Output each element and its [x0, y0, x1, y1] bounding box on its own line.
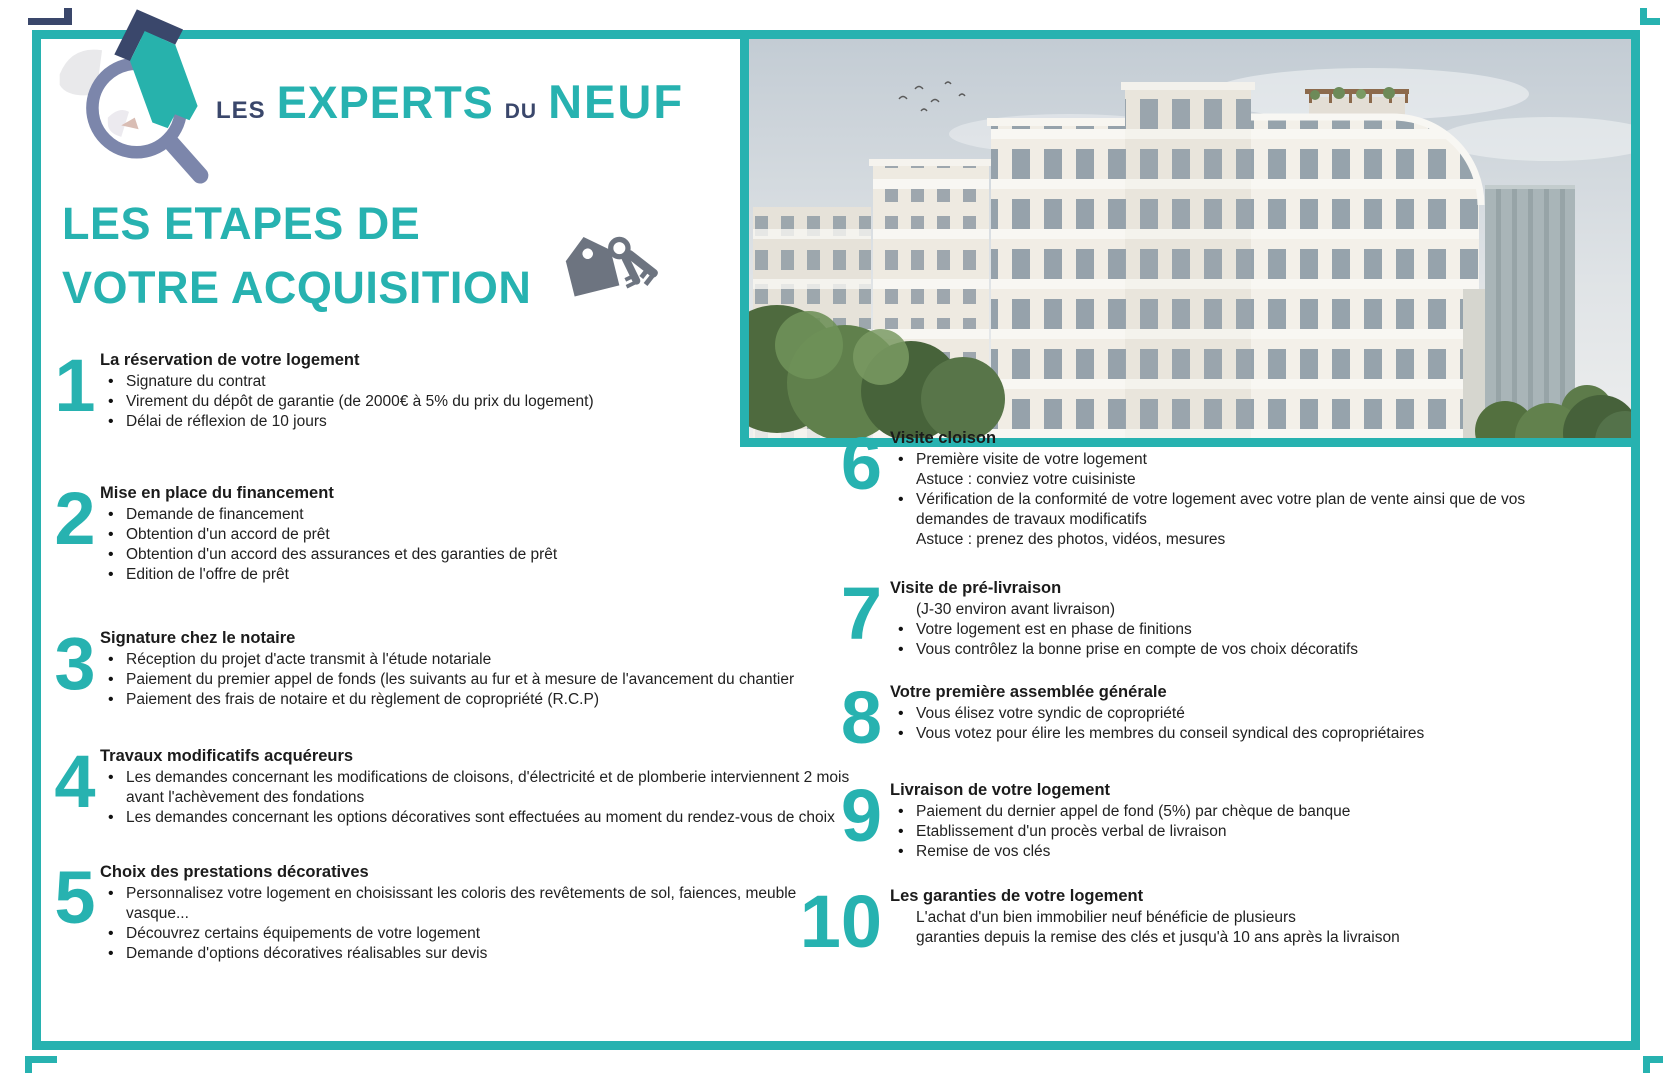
step — [50, 856, 850, 964]
step-title: La réservation de votre logement — [100, 351, 360, 369]
step-item-text: • Votre logement est en phase de finitions — [890, 620, 1558, 640]
step-item-text: • Les demandes concernant les modifications de cloisons, d'électricité et de plomberie interviennent 2 mois avant l'achèvement des fondations — [100, 768, 850, 808]
brand-word-experts: EXPERTS — [276, 77, 494, 128]
page-title-line-2: VOTRE ACQUISITION — [62, 262, 532, 313]
building-photo — [740, 30, 1640, 447]
step-item-text: Astuce : prenez des photos, vidéos, mesures — [916, 531, 1226, 548]
step-body — [890, 428, 1558, 550]
step — [810, 773, 1558, 862]
step-items — [890, 908, 1558, 948]
step-number: 6 — [840, 422, 882, 505]
step-item-text: • Découvrez certains équipements de votre logement — [100, 924, 850, 944]
step-items — [100, 768, 850, 828]
page-title-line-1: LES ETAPES DE — [62, 198, 421, 249]
step-items — [100, 505, 850, 585]
step-body — [100, 746, 850, 828]
step-item-text: • Paiement des frais de notaire et du règlement de copropriété (R.C.P) — [100, 690, 850, 710]
step-item-text: • Personnalisez votre logement en choisissant les coloris des revêtements de sol, faiences, meuble vasque... — [100, 884, 850, 924]
step-items — [100, 884, 850, 964]
corner-mark-bottom-right — [1643, 1056, 1663, 1073]
step-number: 9 — [840, 773, 882, 857]
step-title: Les garanties de votre logement — [890, 886, 1144, 905]
step-title: Visite cloison — [890, 429, 997, 447]
step-item-text: • Virement du dépôt de garantie (de 2000€ à 5% du prix du logement) — [100, 392, 850, 412]
step-number: 10 — [799, 879, 882, 963]
step-item-text: • Les demandes concernant les options décoratives sont effectuées au moment du rendez-vous de choix — [100, 808, 850, 828]
step-item-text: garanties depuis la remise des clés et jusqu'à 10 ans après la livraison — [916, 928, 1400, 946]
step — [50, 344, 850, 432]
building-photo-illustration — [749, 39, 1631, 438]
step-item-text: • Première visite de votre logement — [890, 450, 1558, 470]
step — [810, 422, 1558, 550]
step-item-text: • Vous votez pour élire les membres du conseil syndical des copropriétaires — [890, 724, 1558, 744]
steps-column-right — [799, 422, 1558, 963]
step-items — [890, 600, 1558, 660]
step-item-text: • Vous contrôlez la bonne prise en compte de vos choix décoratifs — [890, 640, 1558, 660]
step-title: Choix des prestations décoratives — [100, 863, 369, 881]
step-body — [100, 862, 850, 964]
step-item-text: • Paiement du dernier appel de fond (5%) par chèque de banque — [890, 802, 1558, 822]
steps-column-left — [50, 344, 850, 964]
brand-word-neuf: NEUF — [548, 75, 685, 128]
step-number: 3 — [54, 622, 96, 705]
step-body — [890, 886, 1558, 948]
step-item-text: L'achat d'un bien immobilier neuf bénéficie de plusieurs — [916, 908, 1296, 926]
step — [810, 572, 1558, 660]
step-number: 5 — [54, 856, 96, 939]
step-title: Votre première assemblée générale — [890, 683, 1167, 701]
step — [50, 740, 850, 828]
step — [799, 879, 1558, 963]
step-number: 8 — [840, 676, 882, 759]
step-body — [890, 780, 1558, 862]
step-number: 2 — [54, 477, 96, 560]
step-number: 7 — [840, 572, 882, 655]
step-item-text: • Vous élisez votre syndic de copropriété — [890, 704, 1558, 724]
brand-word-les: LES — [216, 97, 266, 124]
step — [810, 676, 1558, 759]
step-items — [100, 650, 850, 710]
magnifier-house-logo-icon — [52, 0, 230, 192]
step-item-text: • Demande d'options décoratives réalisables sur devis — [100, 944, 850, 964]
brand-logo-text — [216, 74, 684, 129]
step-title: Mise en place du financement — [100, 484, 334, 502]
page-title — [62, 192, 531, 320]
house-keys-icon — [556, 220, 676, 304]
step-body — [890, 578, 1558, 660]
corner-mark-top-right — [1640, 8, 1660, 25]
step-items — [890, 450, 1558, 550]
corner-mark-bottom-left — [25, 1056, 57, 1073]
step-title: Visite de pré-livraison — [890, 579, 1062, 597]
step-item-text: • Paiement du premier appel de fonds (les suivants au fur et à mesure de l'avancement du chantier — [100, 670, 850, 690]
step-item-text: • Vérification de la conformité de votre logement avec votre plan de vente ainsi que de vos demandes de travaux modificatifs — [890, 490, 1558, 530]
step-items — [890, 802, 1558, 862]
step-item-text: • Délai de réflexion de 10 jours — [100, 412, 850, 432]
step-body — [100, 483, 850, 585]
brand-word-du: DU — [504, 100, 538, 123]
step-body — [890, 682, 1558, 744]
step-item-text: • Edition de l'offre de prêt — [100, 565, 850, 585]
step-number: 4 — [54, 740, 96, 823]
step-title: Signature chez le notaire — [100, 629, 296, 647]
step-item-text: • Remise de vos clés — [890, 842, 1558, 862]
step-item-text: • Demande de financement — [100, 505, 850, 525]
step — [50, 622, 850, 710]
step-item-text: Astuce : conviez votre cuisiniste — [916, 471, 1136, 488]
step-item-text: • Etablissement d'un procès verbal de livraison — [890, 822, 1558, 842]
step-item-text: • Obtention d'un accord des assurances et des garanties de prêt — [100, 545, 850, 565]
step-number: 1 — [54, 344, 96, 427]
step-item-text: • Obtention d'un accord de prêt — [100, 525, 850, 545]
step-items — [890, 704, 1558, 744]
step-item-text: • Signature du contrat — [100, 372, 850, 392]
step — [50, 477, 850, 585]
step-items — [100, 372, 850, 432]
step-body — [100, 350, 850, 432]
step-item-text: • Réception du projet d'acte transmit à l'étude notariale — [100, 650, 850, 670]
step-item-text: (J-30 environ avant livraison) — [916, 601, 1116, 618]
step-body — [100, 628, 850, 710]
step-title: Livraison de votre logement — [890, 780, 1111, 799]
step-title: Travaux modificatifs acquéreurs — [100, 747, 354, 765]
